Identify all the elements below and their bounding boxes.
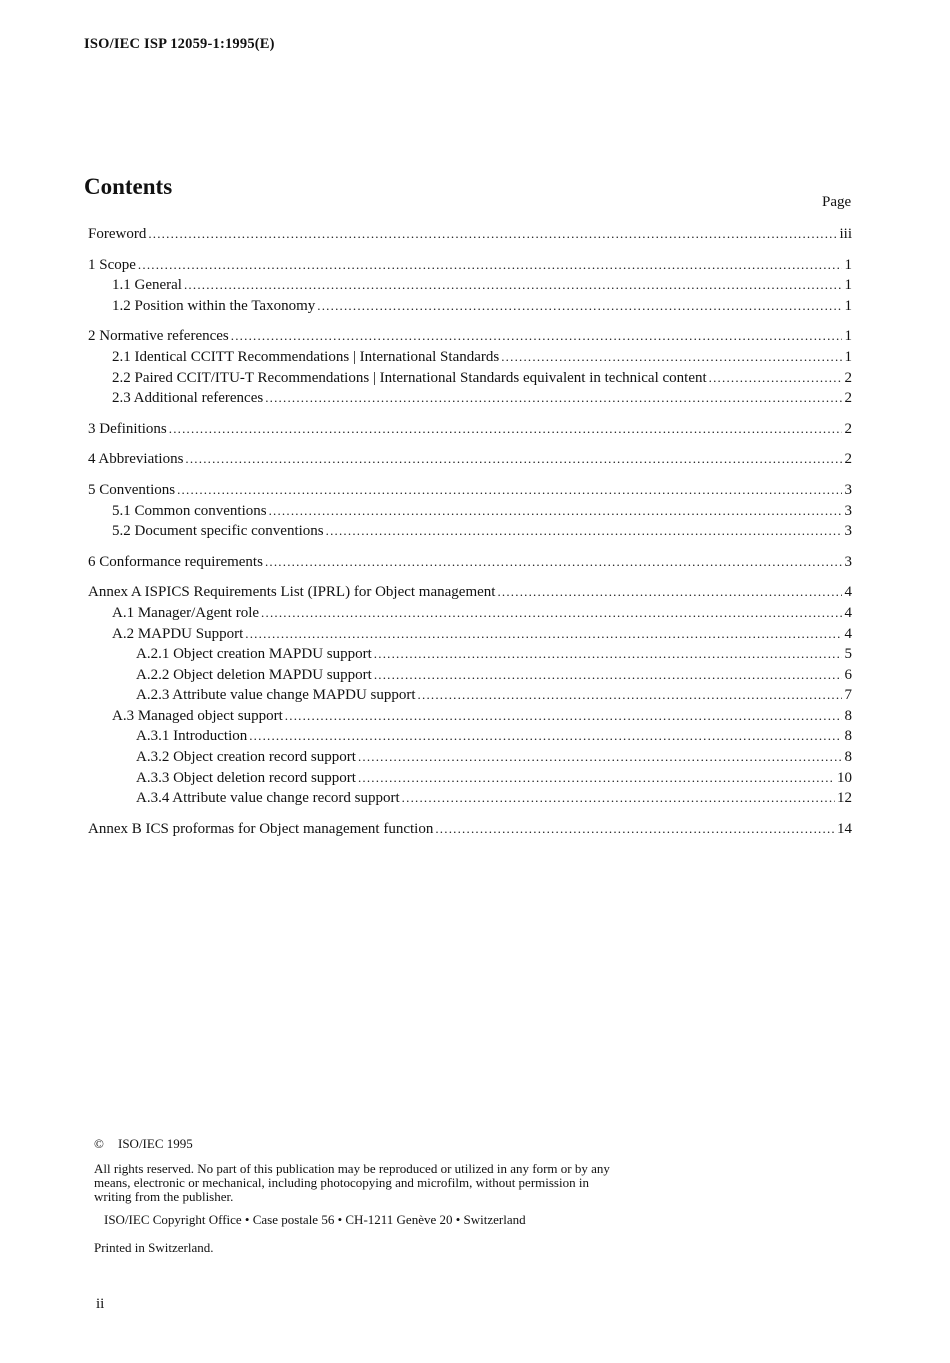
toc-entry-page: 3 — [844, 553, 852, 570]
toc-entry-label: A.3.1 Introduction — [136, 728, 248, 745]
printed-note: Printed in Switzerland. — [94, 1240, 214, 1255]
copyright-office: ISO/IEC Copyright Office • Case postale 56 • CH-1211 Genève 20 • Switzerland — [104, 1212, 526, 1227]
toc-group — [88, 255, 852, 317]
page-column-label: Page — [822, 194, 852, 210]
toc-group — [88, 326, 852, 408]
toc-entry-page: 1 — [844, 297, 852, 314]
dot-leader — [709, 368, 842, 388]
dot-leader — [265, 552, 842, 572]
toc-entry-label: 1.1 General — [112, 277, 182, 294]
toc-entry[interactable] — [88, 224, 852, 245]
dot-leader — [418, 685, 842, 705]
toc-entry-page: 1 — [844, 256, 852, 273]
dot-leader — [374, 644, 842, 664]
toc-entry[interactable] — [88, 326, 852, 347]
toc-entry-label: 2.1 Identical CCITT Recommendations | International Standards — [112, 348, 500, 365]
toc-entry-page: 3 — [844, 523, 852, 540]
dot-leader — [138, 255, 842, 275]
toc-entry-page: 6 — [844, 666, 852, 683]
toc-entry-page: 3 — [844, 502, 852, 519]
toc-entry-label: 1.2 Position within the Taxonomy — [112, 297, 316, 314]
toc-entry[interactable] — [88, 521, 852, 542]
dot-leader — [435, 819, 835, 839]
toc-entry[interactable] — [88, 552, 852, 573]
toc-entry[interactable] — [88, 665, 852, 686]
toc-entry[interactable] — [88, 388, 852, 409]
toc-entry-page: 4 — [844, 625, 852, 642]
dot-leader — [231, 326, 842, 346]
toc-entry[interactable] — [88, 296, 852, 317]
dot-leader — [326, 521, 842, 541]
toc-entry-page: 8 — [844, 749, 852, 766]
toc-entry[interactable] — [88, 819, 852, 840]
toc-group — [88, 582, 852, 809]
dot-leader — [285, 706, 842, 726]
toc-entry-page: 12 — [837, 790, 852, 807]
toc-entry[interactable] — [88, 726, 852, 747]
dot-leader — [374, 665, 842, 685]
dot-leader — [358, 747, 842, 767]
dot-leader — [245, 624, 842, 644]
toc-entry[interactable] — [88, 603, 852, 624]
dot-leader — [269, 501, 842, 521]
dot-leader — [497, 582, 842, 602]
toc-entry-page: 3 — [844, 481, 852, 498]
dot-leader — [177, 480, 842, 500]
dot-leader — [501, 347, 842, 367]
rights-statement: All rights reserved. No part of this publication may be reproduced or utilized in any form or by any means, electronic or mechanical, including photocopying and microfilm, without permission in writing from the publisher. — [94, 1161, 610, 1204]
copyright-holder: ISO/IEC 1995 — [118, 1136, 193, 1151]
toc-entry[interactable] — [88, 255, 852, 276]
toc-entry[interactable] — [88, 480, 852, 501]
dot-leader — [184, 275, 842, 295]
toc-group — [88, 419, 852, 440]
toc-entry[interactable] — [88, 347, 852, 368]
toc-entry-label: A.2.3 Attribute value change MAPDU support — [136, 687, 416, 704]
toc-entry-label: A.3.4 Attribute value change record support — [136, 790, 400, 807]
toc-entry[interactable] — [88, 644, 852, 665]
toc-entry-page: 10 — [837, 769, 852, 786]
toc-entry-page: 1 — [844, 348, 852, 365]
dot-leader — [169, 419, 842, 439]
toc-entry[interactable] — [88, 685, 852, 706]
toc-entry-page: 5 — [844, 646, 852, 663]
toc-entry[interactable] — [88, 706, 852, 727]
toc-entry-label: A.2.2 Object deletion MAPDU support — [136, 666, 372, 683]
toc-entry[interactable] — [88, 788, 852, 809]
toc-entry-label: Annex A ISPICS Requirements List (IPRL) for Object management — [88, 584, 496, 601]
toc-entry-page: 1 — [844, 328, 852, 345]
toc-entry-page: 8 — [844, 707, 852, 724]
table-of-contents — [88, 224, 852, 849]
page-title: Contents — [84, 174, 173, 199]
toc-entry-label: Annex B ICS proformas for Object management function — [88, 820, 434, 837]
toc-entry[interactable] — [88, 747, 852, 768]
dot-leader — [249, 726, 842, 746]
toc-entry-label: 5.1 Common conventions — [112, 502, 267, 519]
toc-entry-label: 2.3 Additional references — [112, 390, 264, 407]
toc-entry[interactable] — [88, 419, 852, 440]
page-number: ii — [96, 1296, 105, 1312]
copyright-line — [94, 1136, 614, 1152]
toc-entry-label: A.3.3 Object deletion record support — [136, 769, 356, 786]
dot-leader — [148, 224, 837, 244]
toc-entry-page: 4 — [844, 604, 852, 621]
toc-entry-page: 8 — [844, 728, 852, 745]
toc-entry[interactable] — [88, 624, 852, 645]
toc-entry-label: 4 Abbreviations — [88, 451, 184, 468]
dot-leader — [402, 788, 835, 808]
toc-group — [88, 224, 852, 245]
toc-entry[interactable] — [88, 368, 852, 389]
toc-entry-label: A.3.2 Object creation record support — [136, 749, 356, 766]
toc-entry-label: A.2 MAPDU Support — [112, 625, 244, 642]
toc-group — [88, 480, 852, 542]
toc-entry-label: 6 Conformance requirements — [88, 553, 263, 570]
toc-entry-label: A.3 Managed object support — [112, 707, 283, 724]
toc-entry[interactable] — [88, 582, 852, 603]
toc-entry-page: 2 — [844, 420, 852, 437]
toc-entry-label: 5.2 Document specific conventions — [112, 523, 324, 540]
toc-entry-page: 7 — [844, 687, 852, 704]
toc-entry[interactable] — [88, 768, 852, 789]
toc-entry-page: 1 — [844, 277, 852, 294]
toc-entry-label: 2.2 Paired CCIT/ITU-T Recommendations | International Standards equivalent in technical content — [112, 369, 707, 386]
toc-entry-page: 14 — [837, 820, 852, 837]
toc-entry-page: 2 — [844, 451, 852, 468]
toc-entry-label: 2 Normative references — [88, 328, 229, 345]
toc-entry[interactable] — [88, 275, 852, 296]
toc-entry-label: 3 Definitions — [88, 420, 167, 437]
toc-group — [88, 819, 852, 840]
toc-group — [88, 552, 852, 573]
toc-entry-label: Foreword — [88, 226, 147, 242]
copyright-icon: © — [94, 1136, 104, 1151]
toc-entry-label: A.1 Manager/Agent role — [112, 604, 260, 621]
dot-leader — [185, 449, 842, 469]
toc-group — [88, 449, 852, 470]
document-header: ISO/IEC ISP 12059-1:1995(E) — [84, 36, 275, 52]
copyright-block — [94, 1136, 614, 1256]
dot-leader — [261, 603, 842, 623]
toc-entry-label: 1 Scope — [88, 256, 136, 273]
dot-leader — [358, 768, 835, 788]
toc-entry-page: 2 — [844, 390, 852, 407]
toc-entry[interactable] — [88, 501, 852, 522]
toc-entry-page: iii — [839, 226, 852, 242]
toc-entry[interactable] — [88, 449, 852, 470]
dot-leader — [317, 296, 842, 316]
toc-entry-label: A.2.1 Object creation MAPDU support — [136, 646, 372, 663]
dot-leader — [265, 388, 842, 408]
toc-entry-page: 4 — [844, 584, 852, 601]
toc-entry-page: 2 — [844, 369, 852, 386]
toc-entry-label: 5 Conventions — [88, 481, 176, 498]
